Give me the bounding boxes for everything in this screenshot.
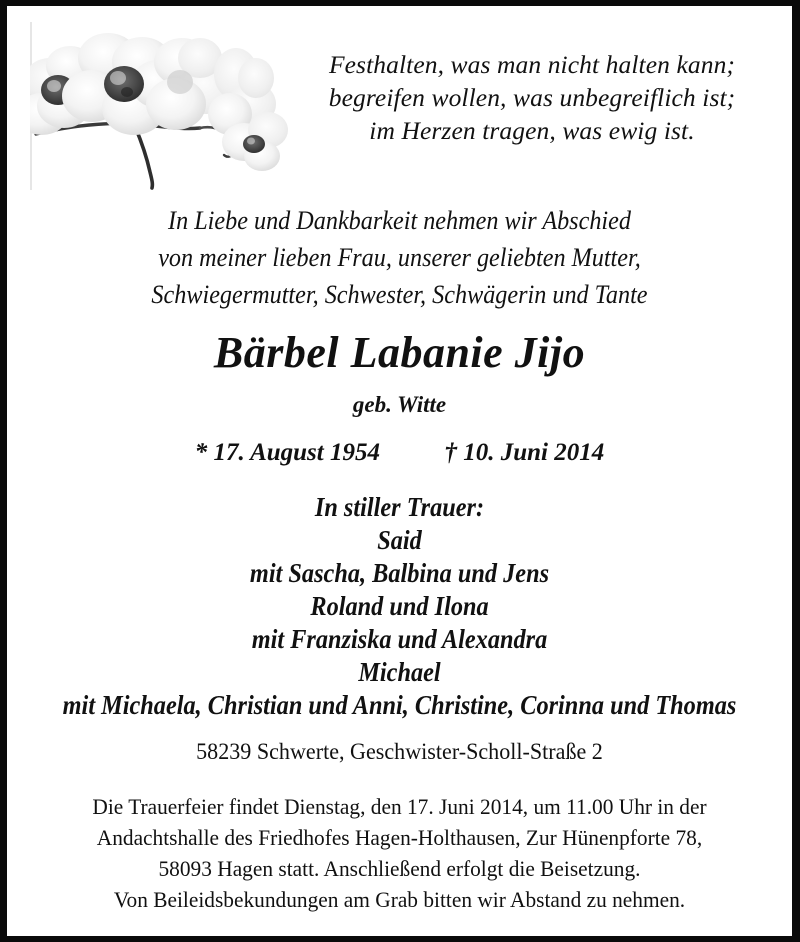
- birth-symbol: *: [194, 439, 208, 466]
- intro-line-3: Schwiegermutter, Schwester, Schwägerin und Tante: [151, 280, 648, 309]
- orchid-icon: [30, 18, 292, 194]
- service-line-4: Von Beileidsbekundungen am Grab bitten wir Abstand zu nehmen.: [113, 887, 686, 912]
- service-line-3: 58093 Hagen statt. Anschließend erfolgt die Beisetzung.: [158, 856, 641, 881]
- mourners-heading: In stiller Trauer:: [314, 492, 485, 522]
- intro-text: [34, 202, 764, 313]
- epigraph: [292, 48, 772, 147]
- epigraph-line-1: Festhalten, was man nicht halten kann;: [328, 50, 736, 79]
- address-line: 58239 Schwerte, Geschwister-Scholl-Straße 2: [196, 739, 603, 764]
- service-line-1: Die Trauerfeier findet Dienstag, den 17. Juni 2014, um 11.00 Uhr in der: [92, 794, 707, 819]
- intro-line-2: von meiner lieben Frau, unserer geliebten Mutter,: [158, 243, 641, 272]
- mourner-line: Michael: [358, 657, 441, 687]
- death-symbol: †: [444, 439, 457, 466]
- death-date: 10. Juni 2014: [463, 439, 605, 466]
- service-details: [27, 791, 773, 915]
- epigraph-line-2: begreifen wollen, was unbegreiflich ist;: [328, 83, 736, 112]
- mourner-line: mit Michaela, Christian und Anni, Christine, Corinna und Thomas: [62, 690, 737, 720]
- life-dates: [7, 437, 792, 468]
- notice-inner: [7, 6, 792, 936]
- orchid-photo: [30, 18, 292, 194]
- mourner-line: mit Franziska und Alexandra: [251, 624, 548, 654]
- deceased-maiden-name: geb. Witte: [352, 392, 447, 417]
- birth-date: 17. August 1954: [213, 439, 380, 466]
- deceased-name: Bärbel Labanie Jijo: [213, 328, 586, 377]
- mourners-block: [46, 491, 753, 722]
- mourner-line: Roland und Ilona: [310, 591, 489, 621]
- mourner-line: mit Sascha, Balbina und Jens: [249, 558, 550, 588]
- epigraph-line-3: im Herzen tragen, was ewig ist.: [369, 116, 695, 145]
- service-line-2: Andachtshalle des Friedhofes Hagen-Holthausen, Zur Hünenpforte 78,: [96, 825, 703, 850]
- intro-line-1: In Liebe und Dankbarkeit nehmen wir Abschied: [168, 206, 631, 235]
- mourner-line: Said: [377, 525, 422, 555]
